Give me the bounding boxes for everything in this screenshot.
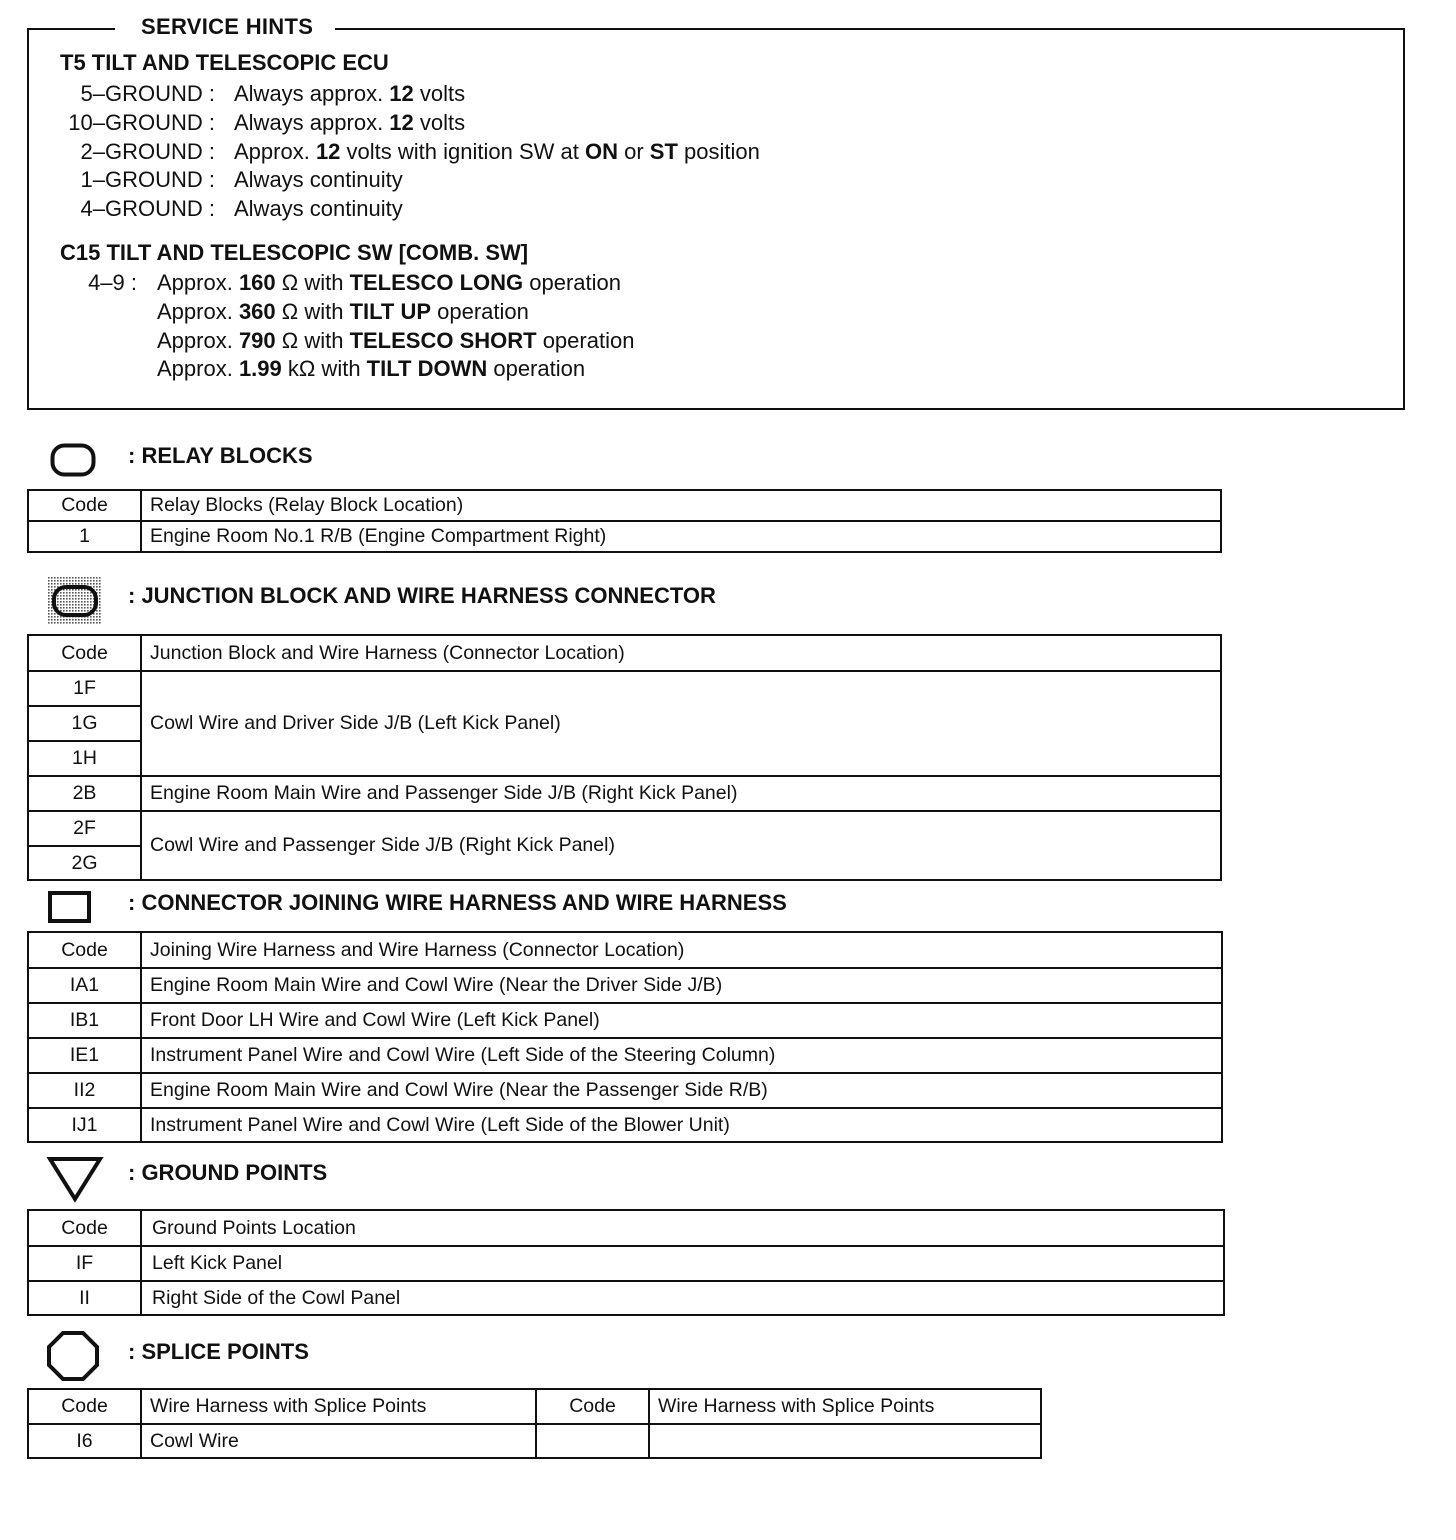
table-header-row — [28, 932, 1222, 968]
code-cell: II2 — [28, 1073, 141, 1108]
header-desc: Wire Harness with Splice Points — [141, 1389, 536, 1424]
table-row — [28, 1038, 1222, 1073]
table-row — [28, 968, 1222, 1003]
desc-cell: Engine Room Main Wire and Cowl Wire (Near the Passenger Side R/B) — [141, 1073, 1222, 1108]
service-hints-box — [27, 14, 1405, 410]
header-code: Code — [28, 1389, 141, 1424]
table-header-row — [28, 1210, 1224, 1246]
header-desc: Ground Points Location — [141, 1210, 1224, 1246]
line-desc: Approx. 360 Ω with TILT UP operation — [157, 299, 529, 324]
junction-block-table — [27, 634, 1222, 881]
table-row — [28, 671, 1221, 706]
line-desc: Always approx. 12 volts — [234, 81, 466, 106]
line-desc: Always continuity — [234, 196, 403, 221]
desc-cell — [649, 1424, 1041, 1458]
rounded-rectangle-icon — [50, 442, 96, 478]
header-desc: Relay Blocks (Relay Block Location) — [141, 490, 1221, 521]
table-row — [28, 776, 1221, 811]
code-cell: 2B — [28, 776, 141, 811]
code-cell: 1F — [28, 671, 141, 706]
desc-cell: Cowl Wire and Driver Side J/B (Left Kick Panel) — [141, 671, 1221, 776]
relay-blocks-title: : RELAY BLOCKS — [128, 443, 313, 468]
table-header-row — [28, 635, 1221, 671]
code-cell: IE1 — [28, 1038, 141, 1073]
code-cell: 1H — [28, 741, 141, 776]
code-cell: 2G — [28, 846, 141, 880]
table-row — [28, 521, 1221, 552]
ground-points-title: : GROUND POINTS — [128, 1160, 328, 1185]
shaded-rounded-rectangle-icon — [48, 577, 102, 625]
table-row — [28, 1108, 1222, 1142]
splice-points-table — [27, 1388, 1042, 1459]
header-code: Code — [28, 932, 141, 968]
code-cell: IB1 — [28, 1003, 141, 1038]
desc-cell: Right Side of the Cowl Panel — [141, 1281, 1224, 1315]
desc-cell: Cowl Wire and Passenger Side J/B (Right Kick Panel) — [141, 811, 1221, 880]
splice-points-title: : SPLICE POINTS — [128, 1339, 309, 1364]
header-code: Code — [28, 635, 141, 671]
table-row — [28, 1073, 1222, 1108]
line-desc: Approx. 12 volts with ignition SW at ON or ST position — [234, 139, 760, 164]
code-cell: 1 — [28, 521, 141, 552]
pin-label: 4–GROUND : — [80, 196, 215, 221]
desc-cell: Instrument Panel Wire and Cowl Wire (Left Side of the Blower Unit) — [141, 1108, 1222, 1142]
table-header-row — [28, 1389, 1041, 1424]
table-row — [28, 1246, 1224, 1281]
line-desc: Approx. 160 Ω with TELESCO LONG operation — [157, 270, 621, 295]
line-desc: Approx. 1.99 kΩ with TILT DOWN operation — [157, 356, 586, 381]
code-cell: II — [28, 1281, 141, 1315]
header-desc: Wire Harness with Splice Points — [649, 1389, 1041, 1424]
desc-cell: Instrument Panel Wire and Cowl Wire (Left Side of the Steering Column) — [141, 1038, 1222, 1073]
c15-heading: C15 TILT AND TELESCOPIC SW [COMB. SW] — [60, 240, 529, 265]
header-desc: Joining Wire Harness and Wire Harness (Connector Location) — [141, 932, 1222, 968]
pin-label: 1–GROUND : — [80, 167, 215, 192]
code-cell: IJ1 — [28, 1108, 141, 1142]
header-code: Code — [536, 1389, 649, 1424]
table-row — [28, 1003, 1222, 1038]
downward-triangle-icon — [46, 1155, 104, 1203]
table-row — [28, 1281, 1224, 1315]
relay-blocks-table — [27, 489, 1222, 553]
connector-table — [27, 931, 1223, 1143]
pin-label: 10–GROUND : — [68, 110, 215, 135]
code-cell: IF — [28, 1246, 141, 1281]
pin-label: 4–9 : — [88, 270, 137, 295]
code-cell: 2F — [28, 811, 141, 846]
code-cell: I6 — [28, 1424, 141, 1458]
t5-heading: T5 TILT AND TELESCOPIC ECU — [60, 50, 389, 75]
connector-title: : CONNECTOR JOINING WIRE HARNESS AND WIRE HARNESS — [128, 890, 787, 915]
line-desc: Approx. 790 Ω with TELESCO SHORT operation — [157, 328, 635, 353]
desc-cell: Cowl Wire — [141, 1424, 536, 1458]
desc-cell: Engine Room No.1 R/B (Engine Compartment Right) — [141, 521, 1221, 552]
table-row — [28, 1424, 1041, 1458]
header-code: Code — [28, 1210, 141, 1246]
pin-label: 5–GROUND : — [80, 81, 215, 106]
desc-cell: Engine Room Main Wire and Passenger Side J/B (Right Kick Panel) — [141, 776, 1221, 811]
junction-block-title: : JUNCTION BLOCK AND WIRE HARNESS CONNECTOR — [128, 583, 716, 608]
service-hints-title: SERVICE HINTS — [115, 14, 335, 40]
code-cell: IA1 — [28, 968, 141, 1003]
desc-cell: Front Door LH Wire and Cowl Wire (Left Kick Panel) — [141, 1003, 1222, 1038]
desc-cell: Left Kick Panel — [141, 1246, 1224, 1281]
code-cell: 1G — [28, 706, 141, 741]
table-row — [28, 811, 1221, 846]
ground-points-table — [27, 1209, 1225, 1316]
line-desc: Always continuity — [234, 167, 403, 192]
octagon-icon — [46, 1330, 100, 1382]
header-code: Code — [28, 490, 141, 521]
pin-label: 2–GROUND : — [80, 139, 215, 164]
line-desc: Always approx. 12 volts — [234, 110, 466, 135]
header-desc: Junction Block and Wire Harness (Connector Location) — [141, 635, 1221, 671]
rectangle-icon — [48, 890, 92, 924]
code-cell — [536, 1424, 649, 1458]
desc-cell: Engine Room Main Wire and Cowl Wire (Near the Driver Side J/B) — [141, 968, 1222, 1003]
table-header-row — [28, 490, 1221, 521]
